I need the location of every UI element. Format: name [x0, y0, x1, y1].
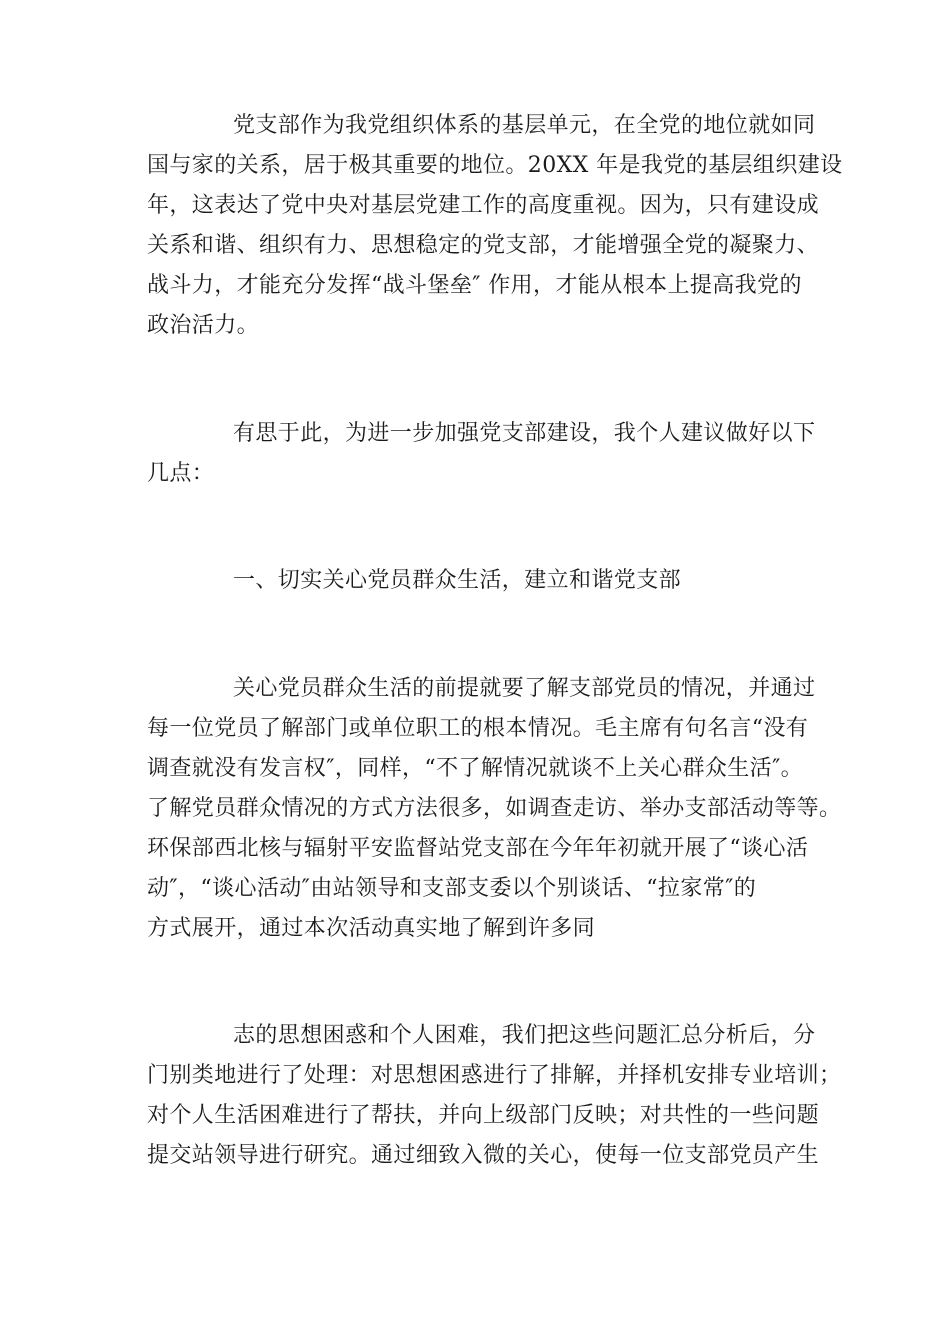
text-line: 关心党员群众生活的前提就要了解支部党员的情况，并通过 — [233, 676, 816, 701]
text-line: 战斗力，才能充分发挥“战斗堡垒″ 作用，才能从根本上提高我党的 — [147, 273, 802, 298]
text-line: 对个人生活困难进行了帮扶，并向上级部门反映；对共性的一些问题 — [147, 1103, 820, 1128]
text-line: 关系和谐、组织有力、思想稳定的党支部，才能增强全党的凝聚力、 — [147, 233, 820, 258]
text-line: 国与家的关系，居于极其重要的地位。20XX 年是我党的基层组织建设 — [147, 153, 843, 178]
text-line: 调查就没有发言权″，同样，“不了解情况就谈不上关心群众生活″。 — [147, 756, 804, 781]
text-line: 几点： — [147, 461, 215, 486]
heading-line: 一、切实关心党员群众生活，建立和谐党支部 — [233, 568, 682, 593]
text-line: 方式展开，通过本次活动真实地了解到许多同 — [147, 916, 596, 941]
text-line: 每一位党员了解部门或单位职工的根本情况。毛主席有句名言“没有 — [147, 716, 809, 741]
text-line: 有思于此，为进一步加强党支部建设，我个人建议做好以下 — [233, 421, 816, 446]
text-line: 党支部作为我党组织体系的基层单元，在全党的地位就如同 — [233, 113, 816, 138]
text-line: 环保部西北核与辐射平安监督站党支部在今年年初就开展了“谈心活 — [147, 836, 809, 861]
text-line: 志的思想困惑和个人困难，我们把这些问题汇总分析后，分 — [233, 1023, 816, 1048]
text-line: 年，这表达了党中央对基层党建工作的高度重视。因为，只有建设成 — [147, 193, 820, 218]
text-line: 提交站领导进行研究。通过细致入微的关心，使每一位支部党员产生 — [147, 1143, 820, 1168]
text-line: 门别类地进行了处理：对思想困惑进行了排解，并择机安排专业培训； — [147, 1063, 842, 1088]
text-line: 动″，“谈心活动″由站领导和支部支委以个别谈话、“拉家常″的 — [147, 876, 757, 901]
text-line: 了解党员群众情况的方式方法很多，如调查走访、举办支部活动等等。 — [147, 796, 842, 821]
text-line: 政治活力。 — [147, 313, 260, 338]
